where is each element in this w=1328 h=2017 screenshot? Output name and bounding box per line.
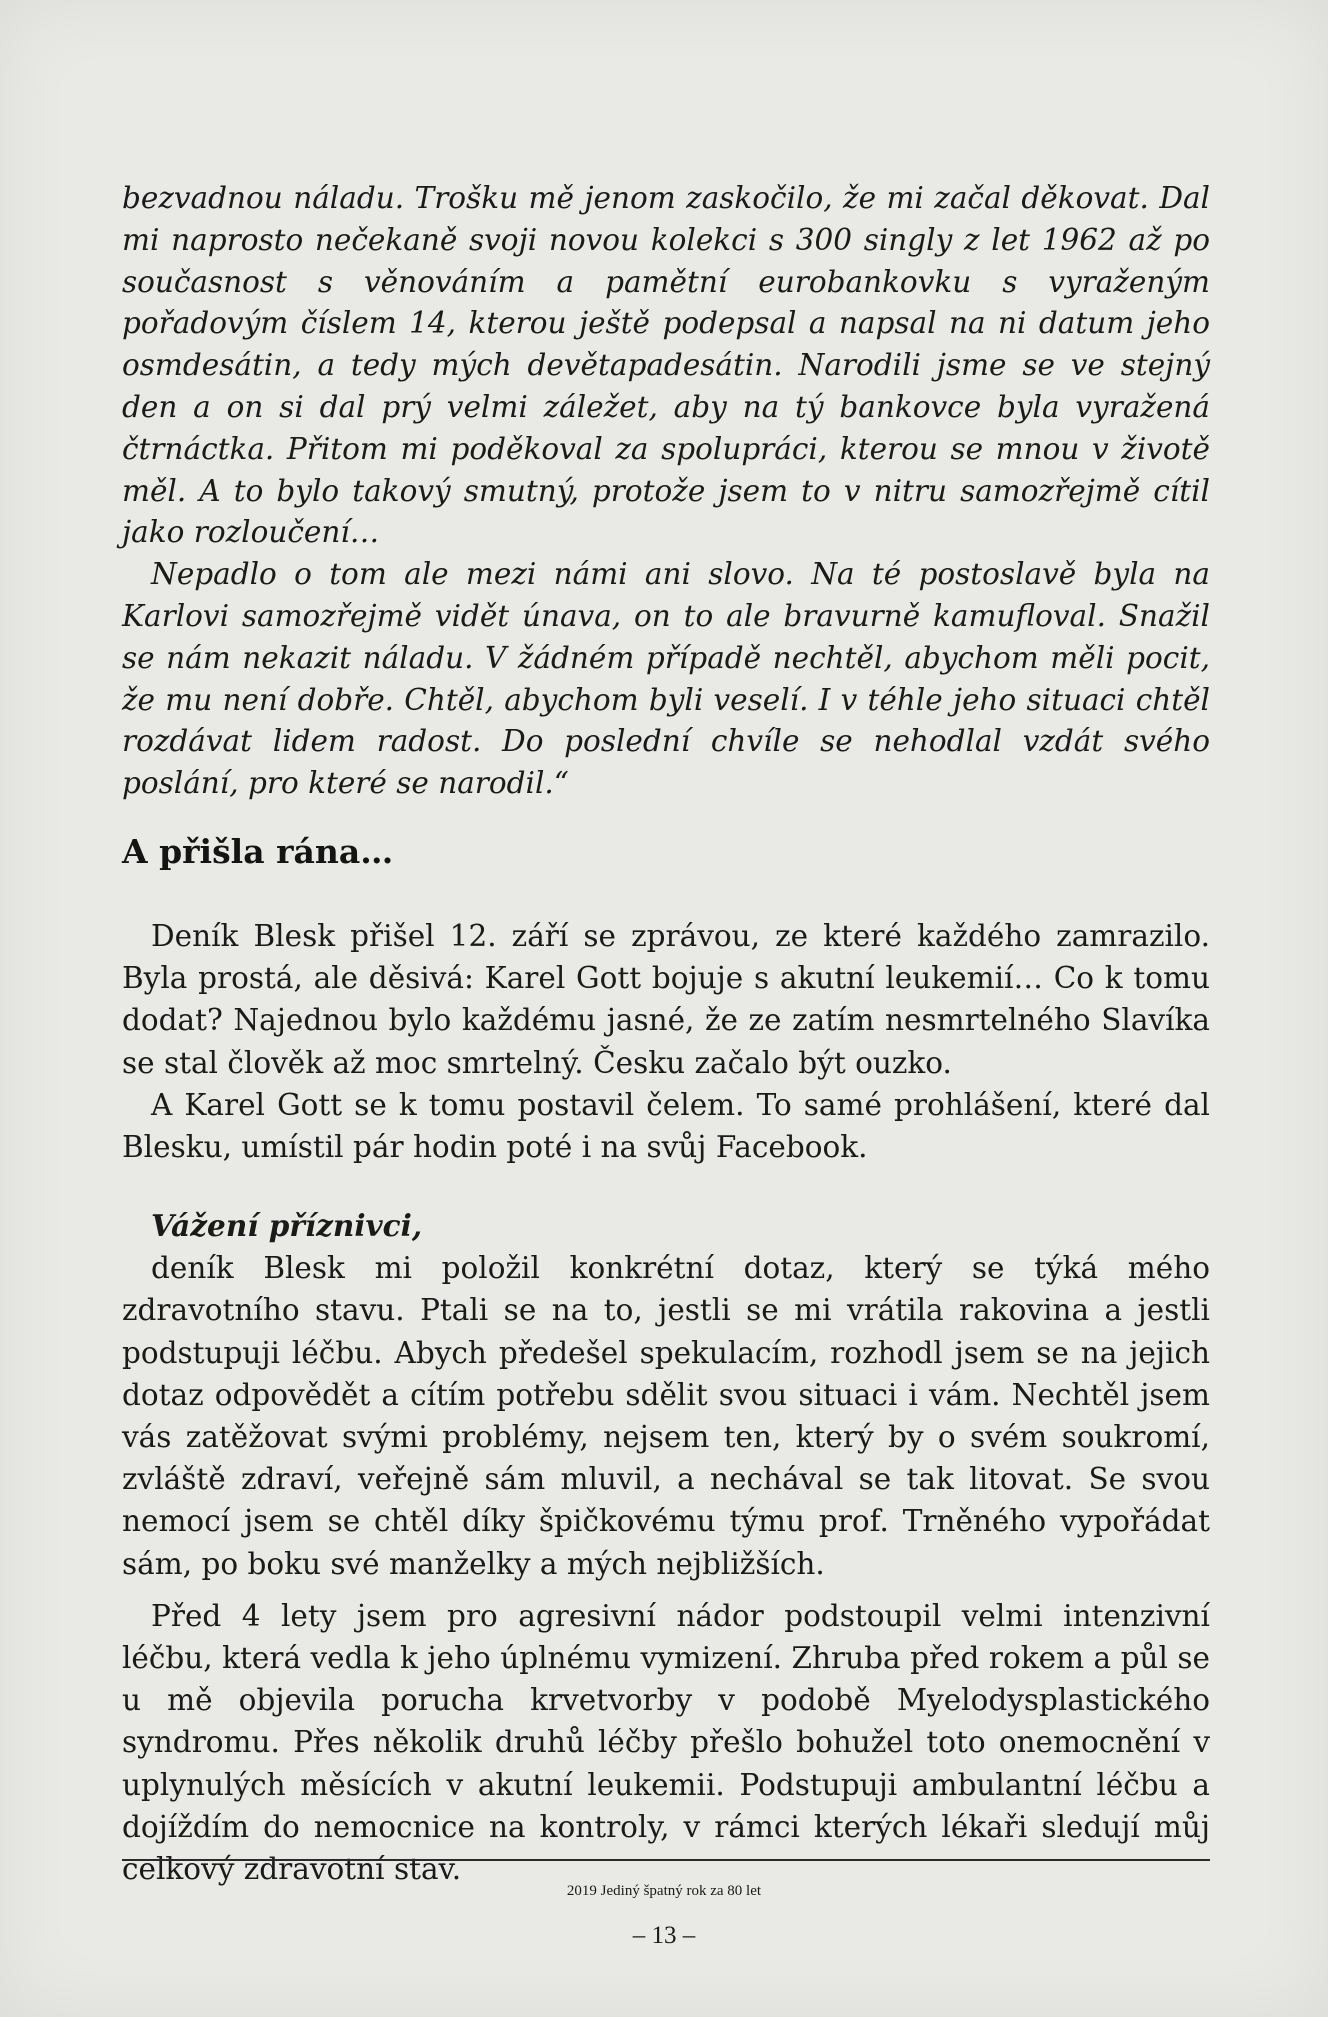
letter-paragraph-1: deník Blesk mi položil konkrétní dotaz, který se týká mého zdravotního stavu. Ptali se na to, jestli se mi vrátila rakovina a jestli podstupuji léčbu. Abych předešel spekulacím, rozhodl jsem se na jejich dotaz odpovědět a cítím potřebu sdělit svou situaci i vám. Nechtěl jsem vás zatěžovat svými problémy, nejsem ten, který by o svém soukromí, zvláště zdraví, veřejně sám mluvil, a nechával se tak litovat. Se svou nemocí jsem se chtěl díky špičkovému týmu prof. Trněného vypořádat sám, po boku své manželky a mých nejbližších. xyxy=(122,1251,1210,1581)
letter-paragraph-2: Před 4 lety jsem pro agresivní nádor podstoupil velmi intenzivní léčbu, která vedla k jeho úplnému vymizení. Zhruba před rokem a půl se u mě objevila porucha krvetvorby v podobě Myelodysplastického syndromu. Přes několik druhů léčby přešlo bohužel toto onemocnění v uplynulých měsících v akutní leukemii. Podstupuji ambulantní léčbu a dojíždím do nemocnice na kontroly, v rámci kterých lékaři sledují můj celkový zdravotní stav. xyxy=(122,1598,1210,1887)
letter-salutation: Vážení příznivci, xyxy=(151,1208,423,1243)
page-number: – 13 – xyxy=(632,1922,696,1949)
letter-section xyxy=(122,1205,1210,1890)
section-heading: A přišla rána… xyxy=(122,832,394,871)
footer-divider xyxy=(122,1859,1210,1861)
italic-paragraph-2: Nepadlo o tom ale mezi námi ani slovo. Na té postoslavě byla na Karlovi samozřejmě vidět únava, on to ale bravurně kamufloval. Snažil se nám nekazit náladu. V žádném případě nechtěl, abychom měli pocit, že mu není dobře. Chtěl, abychom byli veselí. I v téhle jeho situaci chtěl rozdávat lidem radost. Do poslední chvíle se nehodlal vzdát svého poslání, pro které se narodil.“ xyxy=(122,557,1210,801)
italic-paragraph-1: bezvadnou náladu. Trošku mě jenom zaskočilo, že mi začal děkovat. Dal mi naprosto nečekaně svoji novou kolekci s 300 singly z let 1962 až po současnost s věnováním a pamětní eurobankovku s vyraženým pořadovým číslem 14, kterou ještě podepsal a napsal na ni datum jeho osmdesátin, a tedy mých devětapadesátin. Narodili jsme se ve stejný den a on si dal prý velmi záležet, aby na tý bankovce byla vyražená čtrnáctka. Přitom mi poděkoval za spolupráci, kterou se mnou v životě měl. A to bylo takový smutný, protože jsem to v nitru samozřejmě cítil jako rozloučení… xyxy=(122,181,1210,550)
body-paragraph-2: A Karel Gott se k tomu postavil čelem. To samé prohlášení, které dal Blesku, umístil pár hodin poté i na svůj Facebook. xyxy=(122,1087,1210,1165)
body-section xyxy=(122,915,1210,1168)
italic-quote-section xyxy=(122,178,1210,805)
footer-book-title: 2019 Jediný špatný rok za 80 let xyxy=(566,1883,762,1899)
body-paragraph-1: Deník Blesk přišel 12. září se zprávou, ze které každého zamrazilo. Byla prostá, ale děsivá: Karel Gott bojuje s akutní leukemií… Co k tomu dodat? Najednou bylo každému jasné, že ze zatím nesmrtelného Slavíka se stal člověk až moc smrtelný. Česku začalo být ouzko. xyxy=(122,919,1210,1080)
